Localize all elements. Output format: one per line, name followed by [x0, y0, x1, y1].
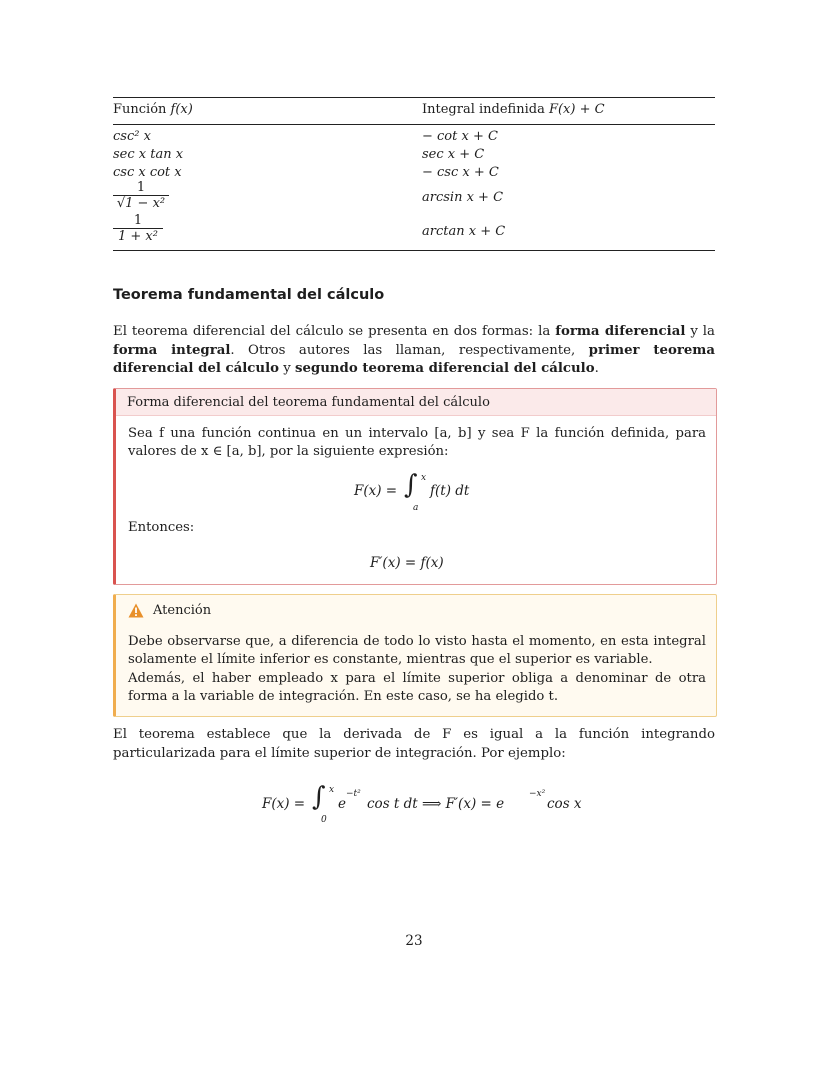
intro-text-5: . — [594, 361, 599, 376]
warning-icon — [128, 603, 144, 618]
eq1-lower-limit: a — [413, 503, 419, 513]
intro-bold-4: segundo teorema diferencial del cálculo — [294, 361, 595, 376]
fraction-numerator: 1 — [133, 213, 143, 228]
table-bottom-rule — [113, 250, 715, 251]
intro-text-3: . Otros autores las llaman, respectivamente, — [230, 342, 589, 358]
intro-text-2: y la — [685, 324, 715, 339]
example-equation — [262, 784, 582, 830]
col1-header-math: f(x) — [170, 102, 193, 117]
col2-header-text: Integral indefinida — [422, 102, 545, 117]
intro-bold-1: forma diferencial — [555, 324, 686, 339]
example-tail: cos x — [547, 796, 582, 812]
fraction-numerator: 1 — [136, 180, 146, 195]
table-row-1-F: − cot x + C — [422, 129, 498, 144]
warning-line-1: Debe observarse que, a diferencia de todo lo visto hasta el momento, en esta integral solamente el límite inferior es constante, mientras que el superior es variable. — [128, 634, 706, 668]
table-row-1-f: csc² x — [113, 129, 151, 144]
table-row-2-f: sec x tan x — [113, 147, 184, 162]
theorem-equation-1 — [354, 470, 484, 517]
theorem-then: Entonces: — [128, 520, 195, 535]
warning-line-2: Además, el haber empleado x para el límite superior obliga a denominar de otra forma a la variable de integración. En este caso, se ha elegido t. — [128, 671, 706, 705]
integral-sign: ∫ — [312, 782, 326, 812]
table-row-4-F: arcsin x + C — [422, 190, 504, 205]
theorem-text: Sea f una función continua en un intervalo [a, b] y sea F la función definida, para valores de x ∈ [a, b], por la siguiente expresión: — [128, 426, 706, 460]
example-upper-limit: x — [329, 785, 335, 795]
theorem-equation-2: F′(x) = f(x) — [370, 555, 444, 571]
closing-paragraph: El teorema establece que la derivada de F es igual a la función integrando particularizada para el límite superior de integración. Por ejemplo: — [113, 727, 715, 761]
eq1-lhs: F(x) = — [354, 483, 398, 499]
theorem-box-title: Forma diferencial del teorema fundamental del cálculo — [116, 389, 716, 416]
table-row-3-F: − csc x + C — [422, 165, 499, 180]
fraction-denominator: 1 + x² — [118, 229, 158, 244]
example-lower-limit: 0 — [321, 815, 327, 825]
warning-box-title: Atención — [153, 603, 212, 618]
eq1-upper-limit: x — [421, 473, 427, 483]
col1-header — [113, 102, 193, 117]
table-row-3-f: csc x cot x — [113, 165, 182, 180]
integral-sign: ∫ — [404, 470, 418, 500]
example-exponent-2: −x² — [529, 789, 546, 799]
section-title: Teorema fundamental del cálculo — [113, 287, 385, 303]
eq1-rhs: f(t) dt — [430, 483, 470, 499]
example-integrand-base: e — [338, 796, 346, 812]
page-number: 23 — [405, 933, 423, 949]
example-middle: cos t dt ⟹ F′(x) = e — [367, 796, 505, 812]
table-row-4-fraction — [113, 180, 169, 212]
theorem-box — [113, 388, 717, 585]
integrals-table — [113, 97, 715, 244]
intro-bold-2: forma integral — [113, 342, 231, 358]
warning-box-header — [116, 595, 716, 625]
example-lhs: F(x) = — [262, 796, 306, 812]
fraction-denominator: √1 − x² — [116, 196, 166, 211]
intro-paragraph — [113, 323, 715, 379]
warning-box — [113, 594, 717, 717]
intro-bold-3: primer teorema diferencial del cálculo — [113, 342, 715, 376]
table-header — [113, 98, 715, 124]
table-header-rule — [113, 124, 715, 125]
intro-text-4: y — [279, 361, 295, 376]
intro-text-1: El teorema diferencial del cálculo se presenta en dos formas: la — [113, 324, 556, 339]
example-exponent-1: −t² — [346, 789, 361, 799]
col2-header-math: F(x) + C — [548, 102, 605, 117]
col1-header-text: Función — [113, 102, 167, 117]
col2-header — [422, 102, 605, 117]
table-row-5-fraction — [113, 213, 163, 245]
table-row-5-F: arctan x + C — [422, 224, 506, 239]
table-row-2-F: sec x + C — [422, 147, 485, 162]
